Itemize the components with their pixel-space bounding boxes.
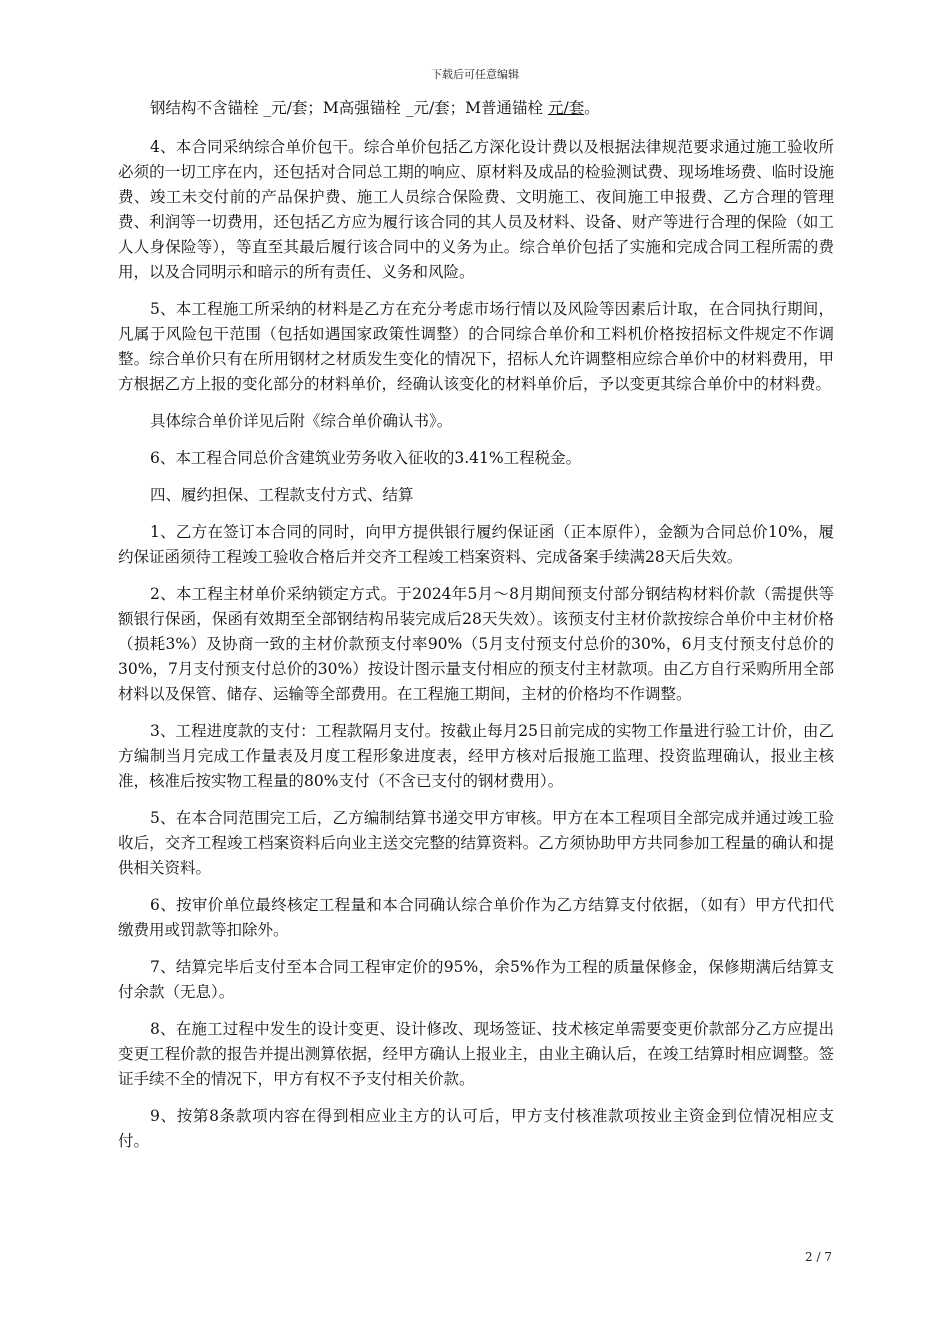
paragraph-6-audit-basis: 6、按审价单位最终核定工程量和本合同确认综合单价作为乙方结算支付依据，（如有）甲方代扣代缴费用或罚款等扣除外。	[118, 896, 834, 939]
paragraph-2-material-locking: 2、本工程主材单价采纳锁定方式。于2024年5月～8月期间预支付部分钢结构材料价款（需提供等额银行保函，保函有效期至全部钢结构吊装完成后28天失效）。该预支付主材价款按综合单价中主材价格（损耗3%）及协商一致的主材价款预支付率90%（5月支付预支付总价的30%，6月支付预支付总价的30%，7月支付预支付总价的30%）按设计图示量支付相应的预支付主材款项。由乙方自行采购所用全部材料以及保管、储存、运输等全部费用。在工程施工期间，主材的价格均不作调整。	[118, 585, 834, 703]
paragraph-5-materials: 5、本工程施工所采纳的材料是乙方在充分考虑市场行情以及风险等因素后计取，在合同执行期间，凡属于风险包干范围（包括如遇国家政策性调整）的合同综合单价和工料机价格按招标文件规定不作调整。综合单价只有在所用钢材之材质发生变化的情况下，招标人允许调整相应综合单价中的材料费用，甲方根据乙方上报的变化部分的材料单价，经确认该变化的材料单价后，予以变更其综合单价中的材料费。	[118, 300, 834, 393]
paragraph-9-approval-payment: 9、按第8条款项内容在得到相应业主方的认可后，甲方支付核准款项按业主资金到位情况相应支付。	[118, 1107, 834, 1150]
intro-line-underlined-unit: 元/套	[547, 99, 585, 117]
paragraph-5-settlement: 5、在本合同范围完工后，乙方编制结算书递交甲方审核。甲方在本工程项目全部完成并通过竣工验收后，交齐工程竣工档案资料后向业主送交完整的结算资料。乙方须协助甲方共同参加工程量的确认和提供相关资料。	[118, 809, 834, 877]
intro-line	[118, 96, 834, 121]
paragraph-unit-price-reference: 具体综合单价详见后附《综合单价确认书》。	[150, 412, 453, 430]
paragraph-7-retention: 7、结算完毕后支付至本合同工程审定价的95%，余5%作为工程的质量保修金，保修期满后结算支付余款（无息）。	[118, 958, 834, 1001]
section-heading-4: 四、履约担保、工程款支付方式、结算	[150, 486, 414, 504]
paragraph-1-performance-guarantee: 1、乙方在签订本合同的同时，向甲方提供银行履约保证函（正本原件），金额为合同总价10%，履约保证函须待工程竣工验收合格后并交齐工程竣工档案资料、完成备案手续满28天后失效。	[118, 523, 834, 566]
document-body	[118, 96, 834, 1166]
intro-line-part-3: 。	[584, 99, 600, 117]
intro-line-part-1: 钢结构不含锚栓 _元/套；M高强锚栓 _元/套；M普通锚栓	[150, 99, 548, 117]
paragraph-3-progress-payment: 3、工程进度款的支付：工程款隔月支付。按截止每月25日前完成的实物工作量进行验工计价，由乙方编制当月完成工作量表及月度工程形象进度表，经甲方核对后报施工监理、投资监理确认，报业主核准，核准后按实物工程量的80%支付（不含已支付的钢材费用）。	[118, 722, 834, 790]
page-header: 下载后可任意编辑	[431, 68, 519, 81]
paragraph-6-tax: 6、本工程合同总价含建筑业劳务收入征收的3.41%工程税金。	[150, 449, 582, 467]
paragraph-4-unit-price: 4、本合同采纳综合单价包干。综合单价包括乙方深化设计费以及根据法律规范要求通过施工验收所必须的一切工序在内，还包括对合同总工期的响应、原材料及成品的检验测试费、现场堆场费、临时设施费、竣工未交付前的产品保护费、施工人员综合保险费、文明施工、夜间施工申报费、乙方合理的管理费、利润等一切费用，还包括乙方应为履行该合同的其人员及材料、设备、财产等进行合理的保险（如工人人身保险等），等直至其最后履行该合同中的义务为止。综合单价包括了实施和完成合同工程所需的费用，以及合同明示和暗示的所有责任、义务和风险。	[118, 138, 834, 281]
paragraph-8-variations: 8、在施工过程中发生的设计变更、设计修改、现场签证、技术核定单需要变更价款部分乙方应提出变更工程价款的报告并提出测算依据，经甲方确认上报业主，由业主确认后，在竣工结算时相应调整。签证手续不全的情况下，甲方有权不予支付相关价款。	[118, 1020, 834, 1088]
page-number: 2 / 7	[805, 1250, 832, 1264]
